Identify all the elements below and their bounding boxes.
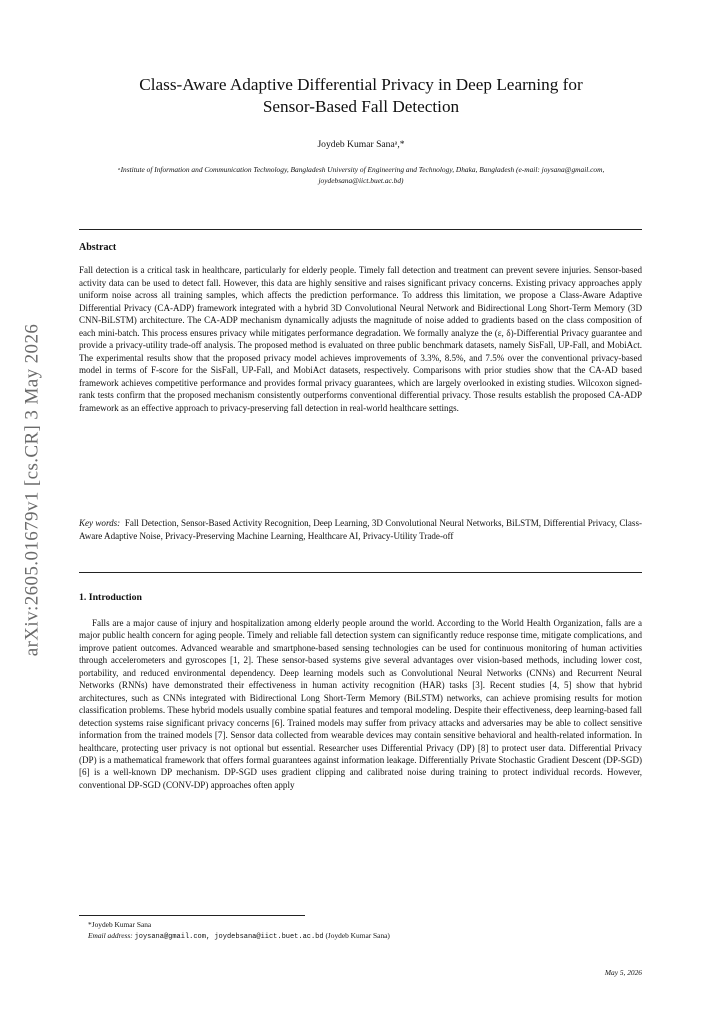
- keywords-label: Key words:: [79, 518, 121, 528]
- preprint-date: May 5, 2026: [604, 968, 642, 977]
- title-line-2: Sensor-Based Fall Detection: [262, 97, 460, 116]
- introduction-text: Falls are a major cause of injury and hospitalization among elderly people around the world. According to the World Health Organization, falls are a major public health concern for aging people. Timely and reliable fall detection system can significantly reduce response time, mitigate complications, and improve patient outcomes. Advanced wearable and smartphone-based sensing technologies can be used for continuous monitoring of human activities through accelerometers and gyroscopes [1, 2]. These sensor-based systems give several advantages over vision-based methods, including lower cost, portability, and reduced environmental dependency. Deep learning models such as Convolutional Neural Networks (CNNs) and Recurrent Neural Networks (RNNs) have demonstrated their effectiveness in human activity recognition (HAR) tasks [3]. Recent studies [4, 5] show that hybrid architectures, such as CNNs integrated with Bidirectional Long Short-Term Memory (BiLSTM) networks, can achieve promising results for motion classification problems. These hybrid models usually combine spatial features and temporal modeling. Despite their effectiveness, deep learning-based fall detection systems raise significant privacy concerns [6]. Trained models may suffer from privacy attacks and adversaries may be able to collect sensitive information from the trained models [7]. Sensor data collected from wearable devices may contain sensitive behavioral and health-related information. In healthcare, protecting user privacy is not optional but essential. Researcher uses Differential Privacy (DP) [8] to protect user data. Differential Privacy (DP) is a mathematical framework that offers formal guarantees against information leakage. Differentially Private Stochastic Gradient Descent (DP-SGD)[6] is a well-known DP mechanism. DP-SGD uses gradient clipping and calibrated noise during training to protect individual records. However, conventional DP-SGD (CONV-DP) approaches often apply: [79, 618, 642, 790]
- footnote-author: *Joydeb Kumar Sana: [88, 920, 152, 929]
- title-line-1: Class-Aware Adaptive Differential Privacy in Deep Learning for: [139, 75, 583, 94]
- affiliation: ᵃInstitute of Information and Communication Technology, Bangladesh University of Engineering and Technology, Dhaka, Bangladesh (e-mail: joysana@gmail.com, joydebsana@iict.buet.ac.bd): [117, 165, 605, 185]
- bottom-rule: [79, 572, 642, 573]
- footnote-name: (Joydeb Kumar Sana): [325, 930, 390, 940]
- footnote-emails: joysana@gmail.com, joydebsana@iict.buet.ac.bd: [134, 932, 324, 941]
- footnote: [88, 920, 638, 942]
- footnote-email-line: [88, 931, 638, 943]
- abstract-text: Fall detection is a critical task in healthcare, particularly for elderly people. Timely fall detection and treatment can prevent severe injuries. Sensor-based activity data can be used to detect fall. However, this data are highly sensitive and raises significant privacy concerns. Existing privacy approaches apply uniform noise across all training samples, which affects the prediction performance. To address this limitation, we propose a Class-Aware Adaptive Differential Privacy (CA-ADP) framework integrated with a hybrid 3D Convolutional Neural Network and Bidirectional Long Short-Term Memory (3D CNN-BiLSTM) architecture. The CA-ADP mechanism dynamically adjusts the magnitude of noise added to gradients based on the class composition of each mini-batch. This process ensures privacy while mitigates performance degradation. We formally analyze the (ε, δ)-Differential Privacy guarantee and provide a privacy-utility trade-off analysis. The proposed method is evaluated on three public benchmark datasets, namely SisFall, UP-Fall, and MobiAct. The experimental results show that the proposed privacy model achieves improvements of 3.3%, 8.5%, and 7.5% over the conventional privacy-based model in terms of F-score for the SisFall, UP-Fall, and MobiAct datasets, respectively. Comparisons with prior studies show that the CA-AD based framework achieves competitive performance and provides formal privacy guarantees, which are largely overlooked in existing studies. Wilcoxon signed-rank tests confirm that the proposed mechanism consistently outperforms conventional differential privacy. Those results establish the proposed CA-ADP framework as an effective approach to privacy-preserving fall detection in real-world healthcare settings.: [79, 265, 642, 413]
- footnote-rule: [79, 915, 305, 916]
- keywords-text: Fall Detection, Sensor-Based Activity Recognition, Deep Learning, 3D Convolutional Neural Networks, BiLSTM, Differential Privacy, Class-Aware Adaptive Noise, Privacy-Preserving Machine Learning, Healthcare AI, Privacy-Utility Trade-off: [79, 518, 642, 541]
- paper-title: [80, 74, 642, 118]
- authors: Joydeb Kumar Sanaᵃ,*: [317, 139, 405, 150]
- arxiv-identifier: arXiv:2605.01679v1 [cs.CR] 3 May 2026: [21, 323, 42, 657]
- footnote-email-label: Email address:: [88, 930, 133, 940]
- top-rule: [79, 229, 642, 230]
- abstract-heading: Abstract: [79, 242, 117, 253]
- keywords: [79, 517, 642, 542]
- section-heading-introduction: 1. Introduction: [79, 592, 142, 603]
